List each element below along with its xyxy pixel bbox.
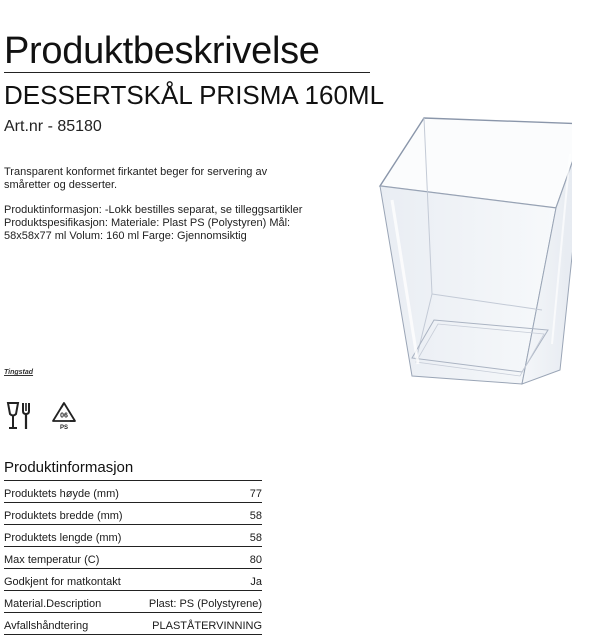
spec-row <box>4 547 262 569</box>
brand-logo: Tingstad <box>4 369 34 376</box>
product-description: Transparent konformet firkantet beger for servering av småretter og desserter. <box>4 166 268 191</box>
spec-row <box>4 503 262 525</box>
spec-value: Ja <box>250 576 262 588</box>
spec-label: Produktets lengde (mm) <box>4 532 122 544</box>
product-spec-line: Produktspesifikasjon: Materiale: Plast PS (Polystyren) Mål: 58x58x77 ml Volum: 160 ml Farge: Gjennomsiktig <box>4 217 291 242</box>
product-image <box>372 114 572 394</box>
spec-value: PLASTÅTERVINNING <box>152 620 262 632</box>
spec-row <box>4 613 262 635</box>
spec-label: Material.Description <box>4 598 102 610</box>
spec-label: Max temperatur (C) <box>4 554 100 566</box>
recycle-06-ps-icon <box>50 401 78 431</box>
spec-value: 77 <box>249 488 262 500</box>
spec-table <box>4 459 262 635</box>
spec-row <box>4 569 262 591</box>
spec-label: Avfallshåndtering <box>4 620 89 632</box>
product-name: DESSERTSKÅL PRISMA 160ML <box>4 80 385 110</box>
spec-label: Godkjent for matkontakt <box>4 576 121 588</box>
product-info-line: Produktinformasjon: -Lokk bestilles separat, se tilleggsartikler <box>4 204 303 216</box>
spec-row <box>4 481 262 503</box>
recycle-code: 06 <box>60 412 68 420</box>
spec-label: Produktets bredde (mm) <box>4 510 123 522</box>
spec-heading: Produktinformasjon <box>4 459 262 481</box>
page-title: Produktbeskrivelse <box>4 30 320 72</box>
spec-row <box>4 591 262 613</box>
article-number: Art.nr - 85180 <box>4 118 102 135</box>
spec-label: Produktets høyde (mm) <box>4 488 119 500</box>
spec-row <box>4 525 262 547</box>
spec-value: Plast: PS (Polystyrene) <box>148 598 262 610</box>
glass-fork-icon <box>6 400 36 432</box>
spec-value: 58 <box>249 510 262 522</box>
spec-value: 58 <box>249 532 262 544</box>
product-info-block <box>4 204 304 243</box>
recycle-material: PS <box>59 425 69 431</box>
spec-value: 80 <box>249 554 262 566</box>
title-underline <box>4 72 370 73</box>
